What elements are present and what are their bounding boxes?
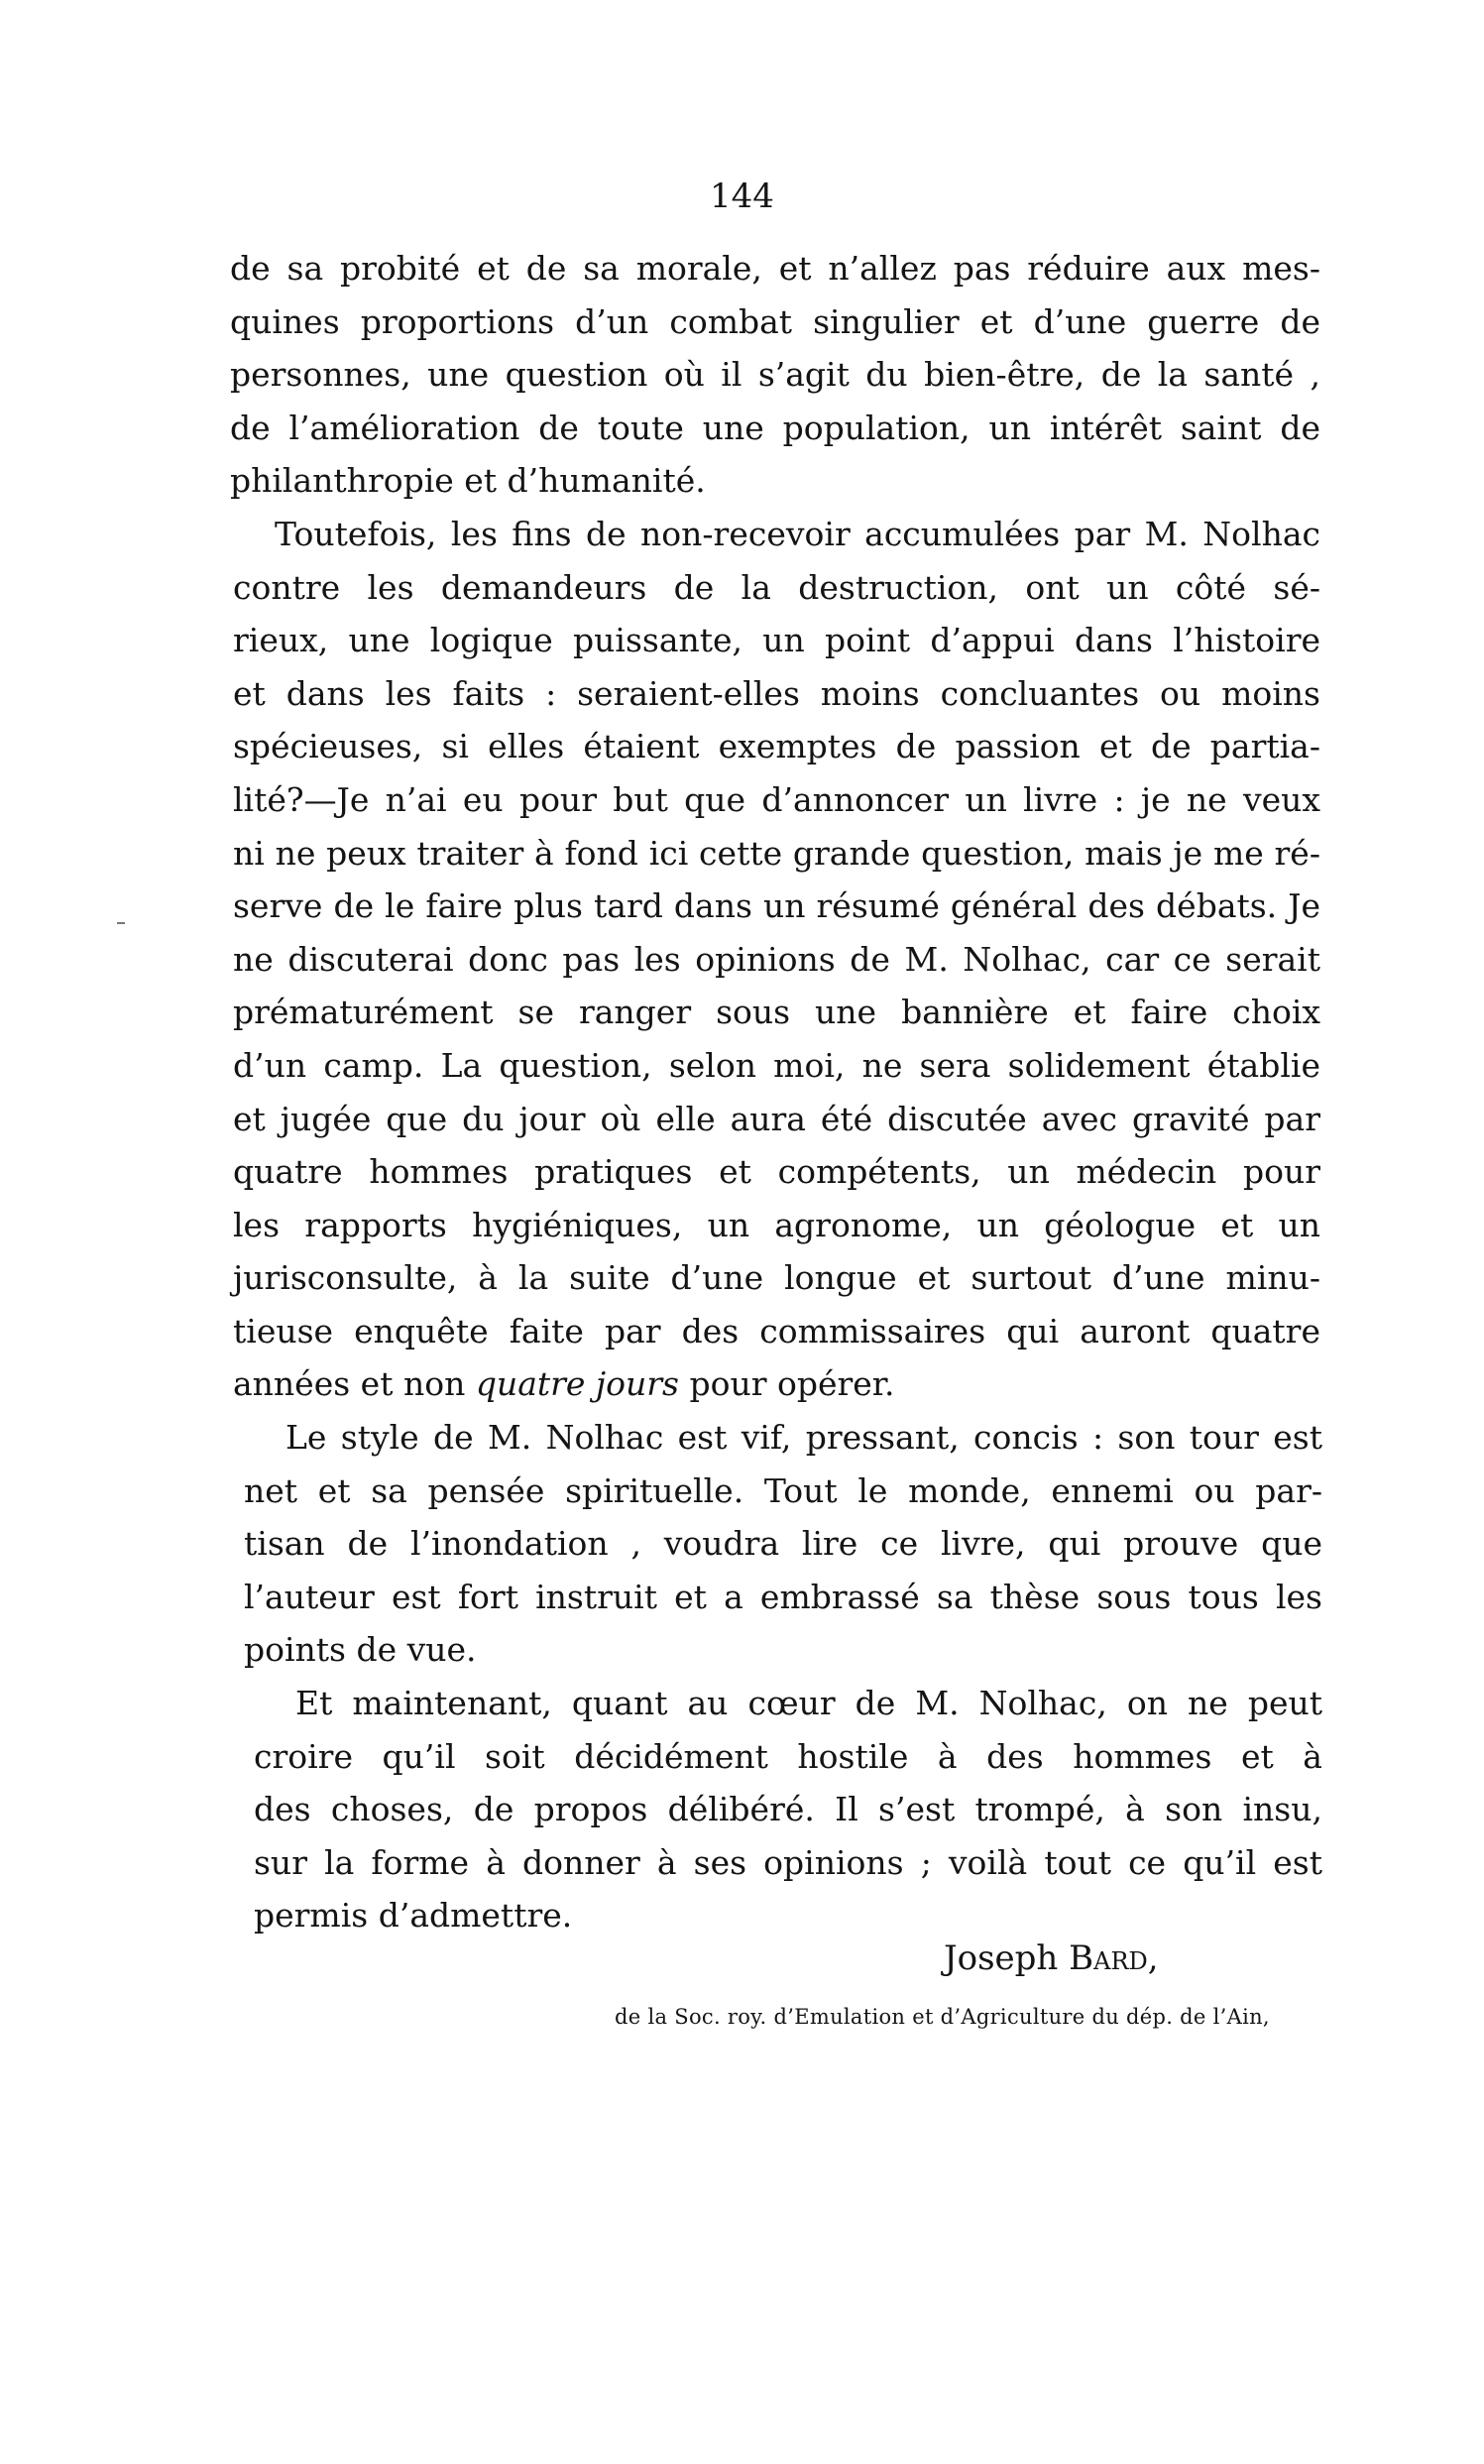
text-line: ne discuterai donc pas les opinions de M. Nolhac, car ce serait	[233, 939, 1320, 979]
text-line: l’auteur est fort instruit et a embrassé sa thèse sous tous les	[244, 1577, 1322, 1616]
text-line: quatre hommes pratiques et compétents, un médecin pour	[233, 1152, 1320, 1192]
page-body	[230, 242, 1320, 1942]
text-line: contre les demandeurs de la destruction, ont un côté sé-	[233, 567, 1320, 607]
text-line: Toutefois, les fins de non-recevoir accumulées par M. Nolhac	[275, 514, 1320, 553]
text-line: permis d’admettre.	[254, 1896, 573, 1936]
text-line: croire qu’il soit décidément hostile à des hommes et à	[254, 1736, 1322, 1776]
signature: Joseph Bard,	[944, 1938, 1159, 1978]
text-line: et jugée que du jour où elle aura été discutée avec gravité par	[233, 1099, 1320, 1138]
italic-text: quatre jours	[475, 1364, 679, 1404]
page-number: 144	[710, 176, 774, 216]
text-line: des choses, de propos délibéré. Il s’est trompé, à son insu,	[254, 1790, 1322, 1829]
paragraph-1	[230, 242, 1320, 508]
paragraph-2	[233, 508, 1320, 1411]
affiliation: de la Soc. roy. d’Emulation et d’Agriculture du dép. de l’Ain,	[615, 2005, 1270, 2029]
text-line: lité?—Je n’ai eu pour but que d’annoncer un livre : je ne veux	[233, 779, 1320, 819]
text-line: ni ne peux traiter à fond ici cette grande question, mais je me ré-	[233, 833, 1320, 873]
text-line: jurisconsulte, à la suite d’une longue et surtout d’une minu-	[233, 1258, 1320, 1298]
text-line: de l’amélioration de toute une population, un intérêt saint de	[230, 408, 1320, 447]
margin-mark	[117, 922, 125, 924]
text-line: tieuse enquête faite par des commissaires qui auront quatre	[233, 1311, 1320, 1350]
text-line: prématurément se ranger sous une bannière et faire choix	[233, 993, 1320, 1032]
text-line: Et maintenant, quant au cœur de M. Nolhac, on ne peut	[295, 1684, 1322, 1723]
text-line: serve de le faire plus tard dans un résumé général des débats. Je	[233, 886, 1320, 926]
text-line: rieux, une logique puissante, un point d’appui dans l’histoire	[233, 621, 1320, 660]
text-line: philanthropie et d’humanité.	[230, 461, 706, 501]
paragraph-3	[244, 1411, 1322, 1677]
paragraph-4	[254, 1677, 1322, 1942]
text-line: d’un camp. La question, selon moi, ne sera solidement établie	[233, 1045, 1320, 1085]
text-line: spécieuses, si elles étaient exemptes de passion et de partia-	[233, 727, 1320, 766]
text-line: net et sa pensée spirituelle. Tout le monde, ennemi ou par-	[244, 1470, 1322, 1510]
text-line: tisan de l’inondation , voudra lire ce livre, qui prouve que	[244, 1524, 1322, 1564]
text-line: Le style de M. Nolhac est vif, pressant, concis : son tour est	[285, 1418, 1322, 1458]
text-line: sur la forme à donner à ses opinions ; voilà tout ce qu’il est	[254, 1842, 1322, 1882]
text-line: années et non quatre jours pour opérer.	[233, 1364, 895, 1404]
text-line: les rapports hygiéniques, un agronome, un géologue et un	[233, 1205, 1320, 1244]
text-line: quines proportions d’un combat singulier et d’une guerre de	[230, 301, 1320, 341]
text-line: points de vue.	[244, 1630, 477, 1670]
text-line: de sa probité et de sa morale, et n’allez pas réduire aux mes-	[230, 249, 1320, 288]
text-line: personnes, une question où il s’agit du bien-être, de la santé ,	[230, 355, 1320, 395]
text-line: et dans les faits : seraient-elles moins concluantes ou moins	[233, 673, 1320, 713]
